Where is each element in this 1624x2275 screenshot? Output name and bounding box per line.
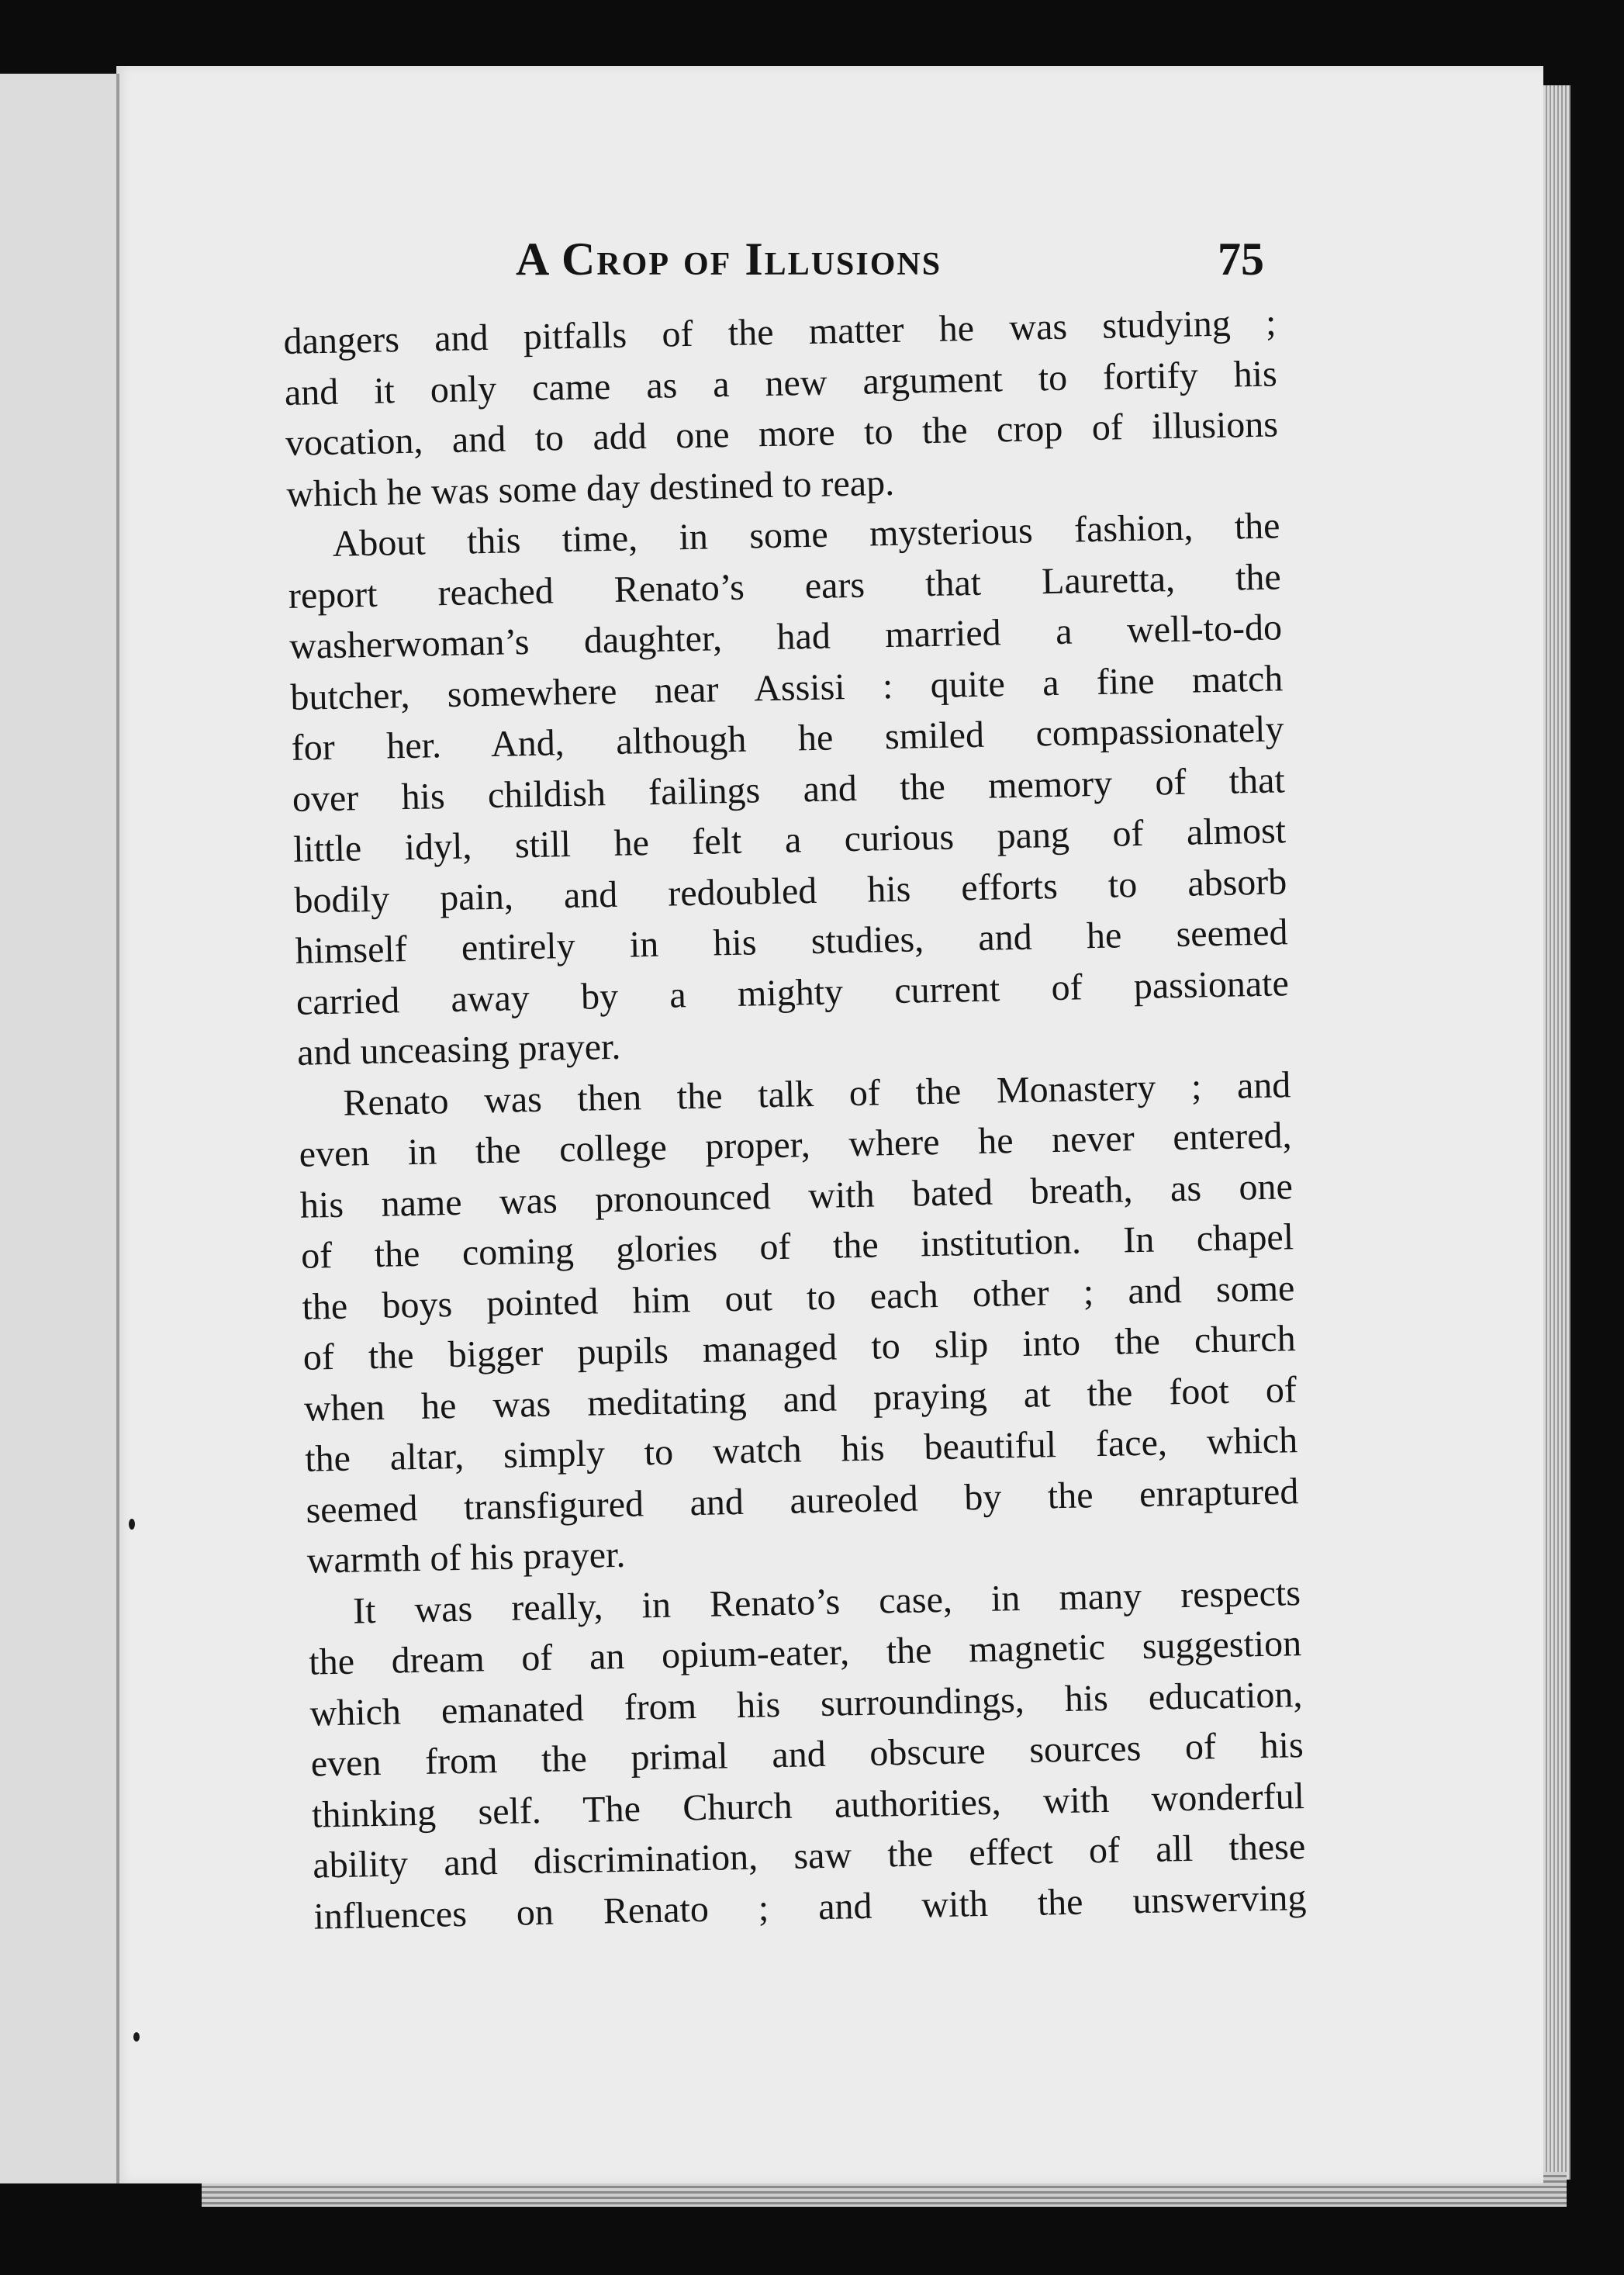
- text-line: little idyl, still he felt a curious pang of almost: [292, 810, 1287, 870]
- gutter-line: [116, 74, 119, 2183]
- text-line: even from the primal and obscure sources of his: [310, 1724, 1304, 1785]
- text-line: influences on Renato ; and with the unswerving: [313, 1876, 1307, 1938]
- text-line: dangers and pitfalls of the matter he was studying ;: [283, 302, 1277, 362]
- text-line: himself entirely in his studies, and he seemed: [295, 911, 1288, 972]
- facing-page-edge: [0, 74, 124, 2183]
- text-line: bodily pain, and redoubled his efforts to absorb: [293, 860, 1287, 921]
- page-stack-right: [1539, 85, 1570, 2180]
- text-line: report reached Renato’s ears that Lauretta, the: [288, 555, 1282, 617]
- text-line: of the bigger pupils managed to slip into the church: [302, 1318, 1297, 1378]
- text-line: and it only came as a new argument to fortify his: [284, 352, 1278, 413]
- text-line: of the coming glories of the institution. In chapel: [300, 1216, 1294, 1277]
- paragraph-first-line: Renato was then the talk of the Monastery ; and: [342, 1063, 1291, 1124]
- text-line: the altar, simply to watch his beautiful face, which: [304, 1419, 1298, 1480]
- text-line: over his childish failings and the memory of that: [292, 759, 1286, 820]
- text-line: ability and discrimination, saw the effect of all these: [312, 1826, 1306, 1886]
- text-line: his name was pronounced with bated breath, as one: [299, 1165, 1294, 1226]
- running-title: A Crop of Illusions: [516, 233, 942, 285]
- margin-speck: [133, 2032, 140, 2042]
- text-line: which he was some day destined to reap.: [285, 462, 895, 515]
- margin-speck: [129, 1519, 135, 1530]
- text-line: vocation, and to add one more to the crop of illusions: [285, 403, 1279, 464]
- text-line: washerwoman’s daughter, had married a well-to-do: [289, 607, 1283, 667]
- text-line: for her. And, although he smiled compassionately: [291, 708, 1284, 769]
- text-line: warmth of his prayer.: [306, 1533, 626, 1582]
- page-number: 75: [1218, 233, 1264, 285]
- text-line: the boys pointed him out to each other ; and some: [302, 1267, 1295, 1328]
- text-line: carried away by a mighty current of passionate: [295, 962, 1290, 1023]
- paragraph-first-line: It was really, in Renato’s case, in many respects: [352, 1571, 1301, 1632]
- paragraph-first-line: About this time, in some mysterious fashion, the: [332, 505, 1280, 565]
- body-text: [283, 297, 1307, 1941]
- text-line: when he was meditating and praying at the foot of: [303, 1368, 1297, 1430]
- text-line: which emanated from his surroundings, his education,: [309, 1673, 1303, 1734]
- text-line: and unceasing prayer.: [296, 1025, 621, 1074]
- text-line: even in the college proper, where he never entered,: [299, 1115, 1293, 1175]
- text-line: butcher, somewhere near Assisi : quite a fine match: [289, 657, 1284, 718]
- text-line: seemed transfigured and aureoled by the enraptured: [306, 1470, 1299, 1531]
- text-line: the dream of an opium-eater, the magnetic suggestion: [308, 1623, 1302, 1683]
- text-line: thinking self. The Church authorities, with wonderful: [311, 1775, 1305, 1836]
- running-head: [287, 233, 1264, 295]
